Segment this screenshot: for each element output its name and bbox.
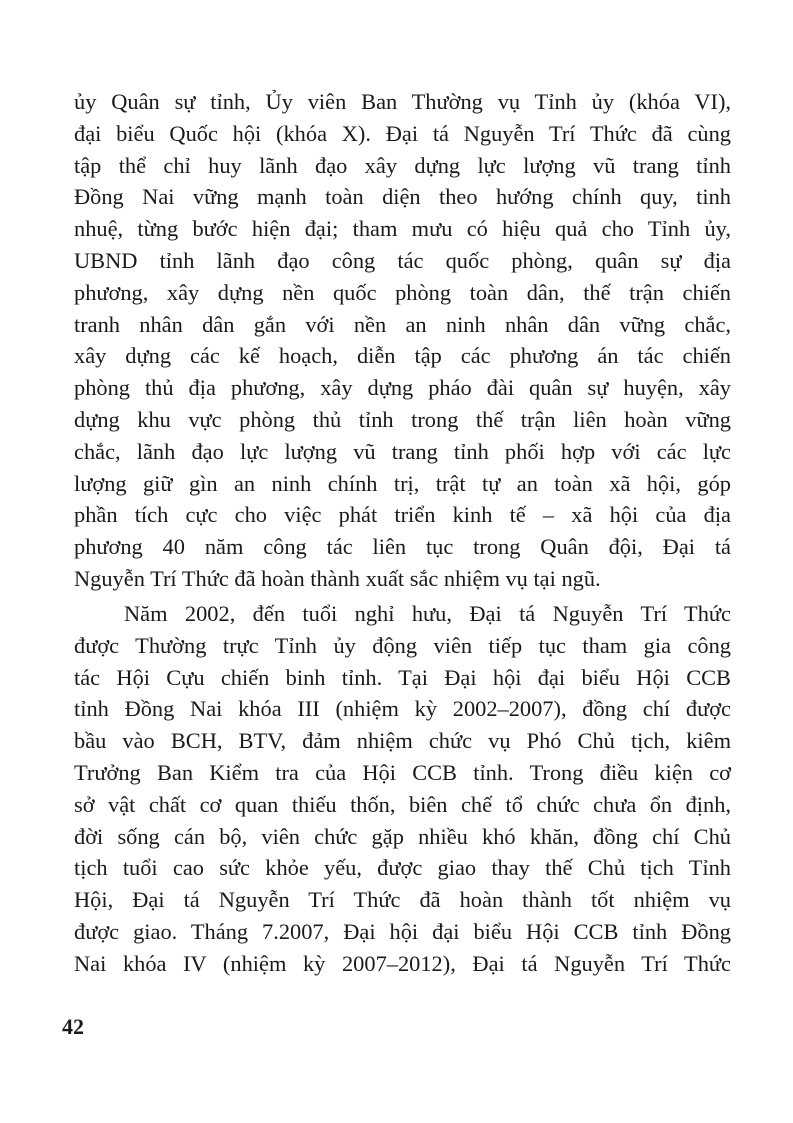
text-line: Đồng Nai vững mạnh toàn diện theo hướng chính quy, tinh — [74, 184, 731, 210]
text-line: Trưởng Ban Kiểm tra của Hội CCB tỉnh. Trong điều kiện cơ — [74, 759, 731, 785]
text-line: Nai khóa IV (nhiệm kỳ 2007–2012), Đại tá Nguyễn Trí Thức — [74, 950, 731, 976]
text-line: chắc, lãnh đạo lực lượng vũ trang tỉnh phối hợp với các lực — [74, 438, 731, 464]
paragraph-2 — [74, 598, 731, 980]
text-line: sở vật chất cơ quan thiếu thốn, biên chế tổ chức chưa ổn định, — [74, 791, 731, 817]
text-line: tịch tuổi cao sức khỏe yếu, được giao thay thế Chủ tịch Tỉnh — [74, 855, 731, 881]
text-line: Năm 2002, đến tuổi nghỉ hưu, Đại tá Nguyễn Trí Thức — [124, 601, 731, 626]
text-line: phòng thủ địa phương, xây dựng pháo đài quân sự huyện, xây — [74, 375, 731, 401]
text-line: Hội, Đại tá Nguyễn Trí Thức đã hoàn thành tốt nhiệm vụ — [74, 887, 731, 913]
text-line: lượng giữ gìn an ninh chính trị, trật tự an toàn xã hội, góp — [74, 470, 731, 496]
text-line: nhuệ, từng bước hiện đại; tham mưu có hiệu quả cho Tỉnh ủy, — [74, 216, 731, 242]
text-line: tập thể chỉ huy lãnh đạo xây dựng lực lượng vũ trang tỉnh — [74, 152, 731, 178]
paragraph-1 — [74, 86, 731, 595]
text-line: tranh nhân dân gắn với nền an ninh nhân dân vững chắc, — [74, 311, 731, 337]
text-line: tác Hội Cựu chiến binh tỉnh. Tại Đại hội đại biểu Hội CCB — [74, 664, 731, 690]
text-line: được giao. Tháng 7.2007, Đại hội đại biểu Hội CCB tỉnh Đồng — [74, 918, 731, 944]
text-line: phương 40 năm công tác liên tục trong Quân đội, Đại tá — [74, 534, 731, 560]
text-line: dựng khu vực phòng thủ tỉnh trong thế trận liên hoàn vững — [74, 406, 731, 432]
text-line: đời sống cán bộ, viên chức gặp nhiều khó khăn, đồng chí Chủ — [74, 823, 731, 849]
text-line: đại biểu Quốc hội (khóa X). Đại tá Nguyễn Trí Thức đã cùng — [74, 120, 731, 146]
text-line: phần tích cực cho việc phát triển kinh tế – xã hội của địa — [74, 502, 731, 528]
text-line: bầu vào BCH, BTV, đảm nhiệm chức vụ Phó Chủ tịch, kiêm — [74, 728, 731, 754]
text-line: Nguyễn Trí Thức đã hoàn thành xuất sắc nhiệm vụ tại ngũ. — [74, 565, 601, 591]
text-line: ủy Quân sự tỉnh, Ủy viên Ban Thường vụ Tỉnh ủy (khóa VI), — [74, 89, 731, 114]
page-number: 42 — [62, 1014, 84, 1039]
text-line: phương, xây dựng nền quốc phòng toàn dân, thế trận chiến — [74, 279, 731, 305]
text-line: được Thường trực Tỉnh ủy động viên tiếp tục tham gia công — [74, 632, 731, 658]
text-line: xây dựng các kế hoạch, diễn tập các phương án tác chiến — [74, 343, 731, 369]
text-line: tỉnh Đồng Nai khóa III (nhiệm kỳ 2002–2007), đồng chí được — [74, 696, 731, 722]
text-line: UBND tỉnh lãnh đạo công tác quốc phòng, quân sự địa — [74, 247, 731, 273]
